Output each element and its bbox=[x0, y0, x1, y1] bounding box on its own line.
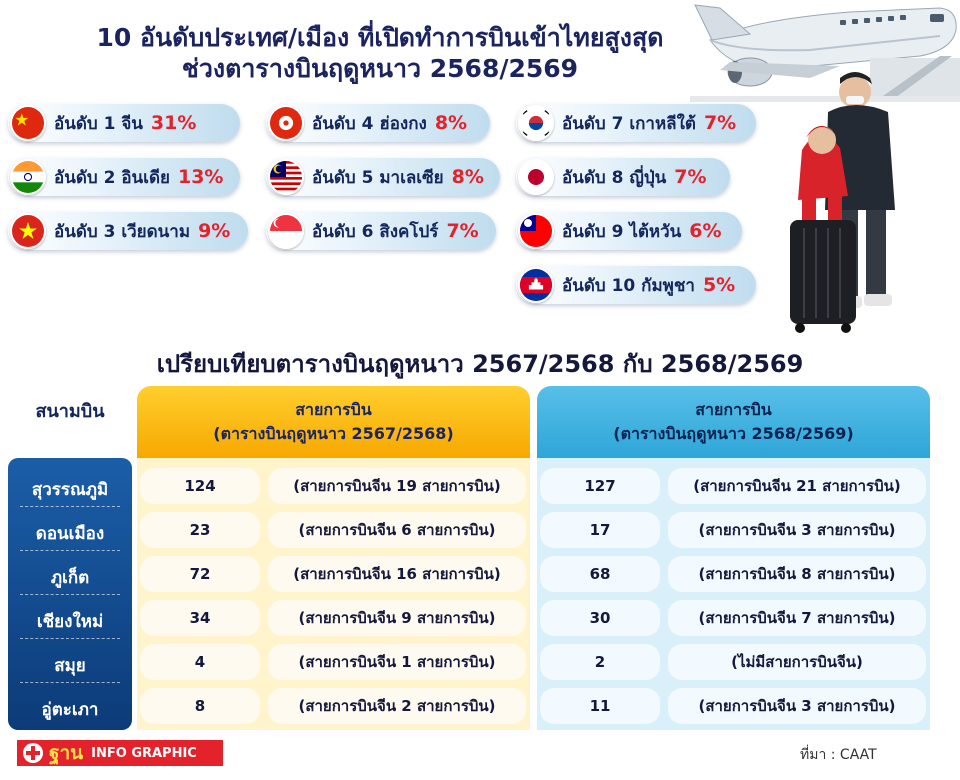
rank-label: อันดับ 9 ไต้หวัน bbox=[562, 221, 682, 242]
singapore-flag-icon bbox=[268, 213, 304, 249]
rank-label: อันดับ 4 ฮ่องกง bbox=[312, 113, 427, 134]
rank-percent: 5% bbox=[702, 274, 736, 296]
airport-name: ภูเก็ต bbox=[50, 568, 90, 588]
malaysia-flag-icon bbox=[268, 159, 304, 195]
ranking-item-2 bbox=[8, 158, 240, 196]
china-flag-icon bbox=[10, 105, 46, 141]
brand-tag: INFO GRAPHIC bbox=[91, 745, 197, 761]
curr-season-header bbox=[537, 386, 930, 458]
curr-chinese-airlines-cell: (สายการบินจีน 8 สายการบิน) bbox=[668, 556, 926, 592]
row-divider bbox=[20, 594, 120, 595]
thansettakij-logo bbox=[17, 740, 223, 766]
prev-chinese-airlines-cell: (สายการบินจีน 19 สายการบิน) bbox=[268, 468, 526, 504]
rank-label: อันดับ 8 ญี่ปุ่น bbox=[562, 167, 667, 188]
rank-label: อันดับ 2 อินเดีย bbox=[54, 167, 170, 188]
japan-flag-icon bbox=[518, 159, 554, 195]
rank-percent: 7% bbox=[446, 220, 479, 242]
rank-percent: 7% bbox=[674, 166, 707, 188]
prev-header-line1: สายการบิน bbox=[295, 400, 372, 419]
airport-name: ดอนเมือง bbox=[35, 524, 105, 544]
cambodia-flag-icon bbox=[518, 267, 554, 303]
ranking-item-1 bbox=[8, 104, 240, 142]
curr-count-cell: 2 bbox=[540, 644, 660, 680]
curr-count-cell: 127 bbox=[540, 468, 660, 504]
hong-kong-flag-icon bbox=[268, 105, 304, 141]
vietnam-flag-icon bbox=[10, 213, 46, 249]
rank-percent: 13% bbox=[177, 166, 224, 188]
rank-percent: 9% bbox=[198, 220, 231, 242]
prev-count-cell: 72 bbox=[140, 556, 260, 592]
rank-label: อันดับ 1 จีน bbox=[54, 113, 143, 134]
prev-count-cell: 8 bbox=[140, 688, 260, 724]
brand-name: ฐาน bbox=[49, 742, 84, 764]
ranking-item-5 bbox=[266, 158, 500, 196]
rank-label: อันดับ 10 กัมพูชา bbox=[562, 275, 695, 296]
curr-header-line1: สายการบิน bbox=[695, 400, 772, 419]
ranking-item-9 bbox=[516, 212, 742, 250]
prev-count-cell: 4 bbox=[140, 644, 260, 680]
rank-label: อันดับ 7 เกาหลีใต้ bbox=[562, 113, 696, 134]
prev-chinese-airlines-cell: (สายการบินจีน 1 สายการบิน) bbox=[268, 644, 526, 680]
rank-label: อันดับ 3 เวียดนาม bbox=[54, 221, 191, 242]
prev-count-cell: 23 bbox=[140, 512, 260, 548]
row-divider bbox=[20, 506, 120, 507]
rank-label: อันดับ 5 มาเลเซีย bbox=[312, 167, 444, 188]
rank-percent: 7% bbox=[703, 112, 737, 134]
curr-chinese-airlines-cell: (สายการบินจีน 3 สายการบิน) bbox=[668, 512, 926, 548]
airport-column-header: สนามบิน bbox=[35, 401, 105, 422]
ranking-item-3 bbox=[8, 212, 248, 250]
curr-count-cell: 11 bbox=[540, 688, 660, 724]
rank-percent: 8% bbox=[434, 112, 468, 134]
rank-percent: 6% bbox=[689, 220, 722, 242]
prev-chinese-airlines-cell: (สายการบินจีน 9 สายการบิน) bbox=[268, 600, 526, 636]
row-divider bbox=[20, 550, 120, 551]
curr-count-cell: 30 bbox=[540, 600, 660, 636]
row-divider bbox=[20, 638, 120, 639]
curr-chinese-airlines-cell: (สายการบินจีน 21 สายการบิน) bbox=[668, 468, 926, 504]
ranking-item-8 bbox=[516, 158, 730, 196]
comparison-title: เปรียบเทียบตารางบินฤดูหนาว 2567/2568 กับ 2568/2569 bbox=[156, 350, 804, 378]
ranking-item-4 bbox=[266, 104, 490, 142]
rank-percent: 8% bbox=[451, 166, 484, 188]
india-flag-icon bbox=[10, 159, 46, 195]
rank-label: อันดับ 6 สิงคโปร์ bbox=[312, 221, 439, 242]
airport-column bbox=[8, 458, 132, 730]
ranking-item-7 bbox=[516, 104, 756, 142]
curr-count-cell: 17 bbox=[540, 512, 660, 548]
taiwan-flag-icon bbox=[518, 213, 554, 249]
curr-count-cell: 68 bbox=[540, 556, 660, 592]
airport-name: สมุย bbox=[54, 656, 86, 676]
page-subtitle: ช่วงตารางบินฤดูหนาว 2568/2569 bbox=[181, 54, 579, 83]
page-title: 10 อันดับประเทศ/เมือง ที่เปิดทำการบินเข้าไทยสูงสุด bbox=[96, 23, 664, 52]
prev-count-cell: 34 bbox=[140, 600, 260, 636]
prev-count-cell: 124 bbox=[140, 468, 260, 504]
curr-chinese-airlines-cell: (ไม่มีสายการบินจีน) bbox=[668, 644, 926, 680]
source-credit: ที่มา : CAAT bbox=[800, 747, 877, 763]
ranking-item-10 bbox=[516, 266, 756, 304]
plus-cross-icon bbox=[23, 743, 43, 763]
row-divider bbox=[20, 682, 120, 683]
prev-chinese-airlines-cell: (สายการบินจีน 2 สายการบิน) bbox=[268, 688, 526, 724]
curr-chinese-airlines-cell: (สายการบินจีน 7 สายการบิน) bbox=[668, 600, 926, 636]
ranking-item-6 bbox=[266, 212, 496, 250]
prev-season-header bbox=[137, 386, 530, 458]
rank-percent: 31% bbox=[150, 112, 197, 134]
airport-name: สุวรรณภูมิ bbox=[31, 480, 109, 500]
south-korea-flag-icon bbox=[518, 105, 554, 141]
curr-header-line2: (ตารางบินฤดูหนาว 2568/2569) bbox=[613, 424, 854, 443]
airport-name: เชียงใหม่ bbox=[36, 612, 104, 632]
prev-chinese-airlines-cell: (สายการบินจีน 16 สายการบิน) bbox=[268, 556, 526, 592]
prev-chinese-airlines-cell: (สายการบินจีน 6 สายการบิน) bbox=[268, 512, 526, 548]
prev-header-line2: (ตารางบินฤดูหนาว 2567/2568) bbox=[213, 424, 454, 443]
curr-chinese-airlines-cell: (สายการบินจีน 3 สายการบิน) bbox=[668, 688, 926, 724]
airport-name: อู่ตะเภา bbox=[41, 700, 99, 720]
